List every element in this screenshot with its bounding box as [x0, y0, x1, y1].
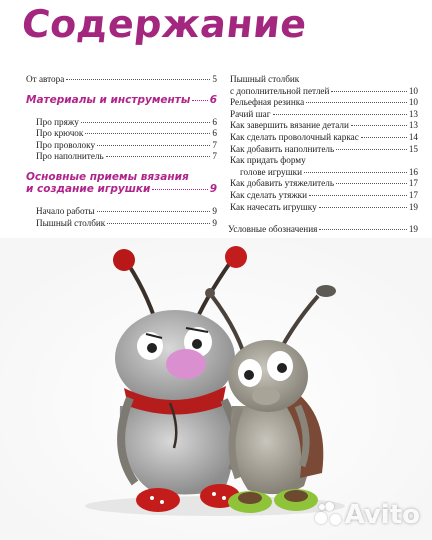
- avito-watermark: Avito: [315, 500, 420, 530]
- avito-logo-icon: [315, 502, 341, 528]
- toc-entry[interactable]: Пышный столбик с дополнительной петлей 10: [230, 74, 418, 96]
- toc-entry[interactable]: Как завершить вязание детали 13: [230, 120, 418, 131]
- toc-entry[interactable]: Как добавить наполнитель 15: [230, 143, 418, 154]
- toc-section-materials[interactable]: Материалы и инструменты 6: [26, 93, 217, 106]
- toc-entry[interactable]: Про наполнитель 7: [36, 151, 217, 162]
- toc-entry[interactable]: Про крючок 6: [36, 128, 217, 139]
- toc-entry[interactable]: Про проволоку 7: [36, 139, 217, 150]
- toc-entry[interactable]: Как начесать игрушку 19: [230, 201, 418, 212]
- toc-entry[interactable]: Условные обозначения 19: [228, 224, 418, 235]
- crochet-toys-photo: [0, 238, 432, 540]
- toc-entry[interactable]: Как сделать утяжки 17: [230, 189, 418, 200]
- toc-left-column: [26, 74, 217, 229]
- antenna-ball-right: [225, 246, 247, 268]
- toc-entry[interactable]: Пышный столбик 9: [36, 217, 217, 228]
- toc-entry[interactable]: Рачий шаг 13: [230, 108, 418, 119]
- toc-entry[interactable]: Про пряжу 6: [36, 116, 217, 127]
- page-title: Содержание: [19, 2, 310, 46]
- toc-entry[interactable]: Рельефная резинка 10: [230, 97, 418, 108]
- toc-right-column: [230, 74, 418, 236]
- antenna-ball-left: [113, 249, 135, 271]
- toc-entry[interactable]: Начало работы 9: [36, 205, 217, 216]
- left-bug-nose: [166, 349, 206, 379]
- toc-entry[interactable]: От автора 5: [26, 74, 217, 84]
- toc-entry[interactable]: Как добавить утяжелитель 17: [230, 178, 418, 189]
- toc-section-techniques[interactable]: Основные приемы вязания и создание игрушки 9: [26, 170, 217, 195]
- toc-entry[interactable]: Как придать форму голове игрушки 16: [230, 155, 418, 177]
- toc-entry[interactable]: Как сделать проволочный каркас 14: [230, 131, 418, 142]
